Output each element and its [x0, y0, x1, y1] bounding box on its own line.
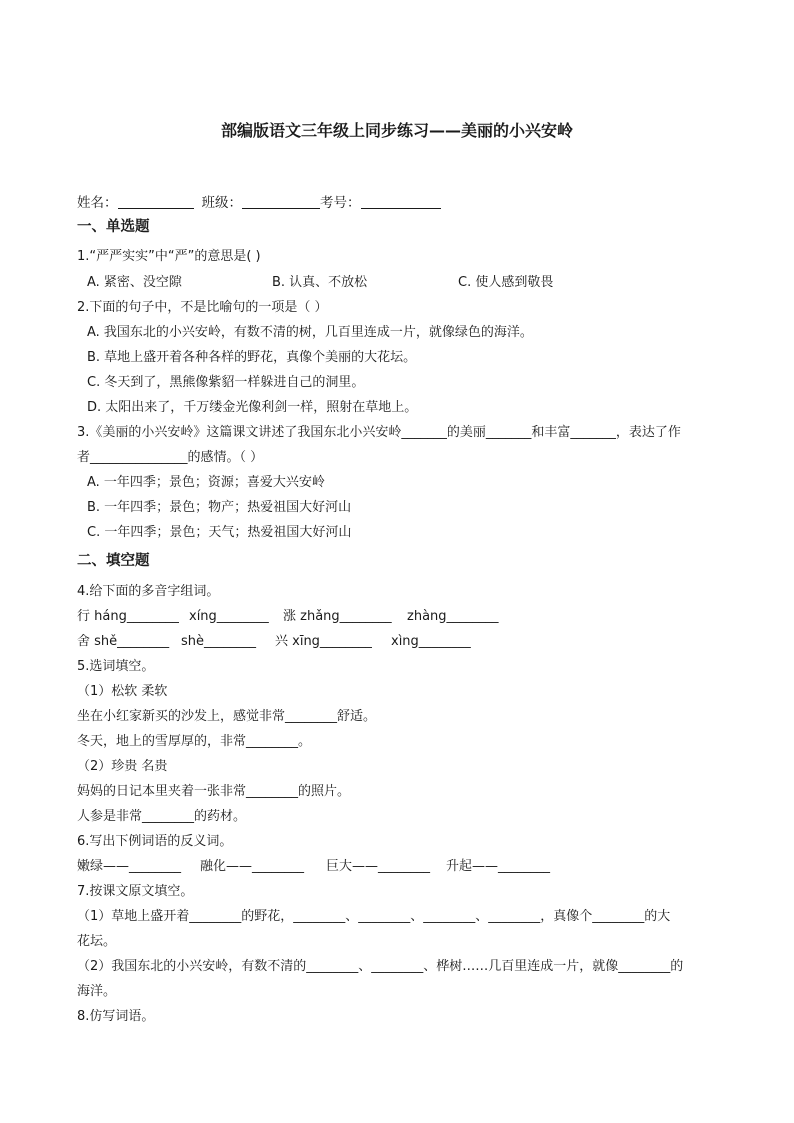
question-6-row [77, 858, 577, 876]
polyphone-zhang4: zhàng________ [407, 609, 499, 624]
question-3-option-a: A. 一年四季；景色；资源；喜爱大兴安岭 [87, 475, 325, 490]
question-2-option-d: D. 太阳出来了，千万缕金光像利剑一样，照射在草地上。 [87, 400, 418, 415]
number-blank[interactable] [361, 194, 441, 209]
question-3-option-b: B. 一年四季；景色；物产；热爱祖国大好河山 [87, 500, 352, 515]
question-2-option-c: C. 冬天到了，黑熊像紫貂一样躲进自己的洞里。 [87, 375, 365, 390]
polyphone-xing: xíng________ [189, 609, 269, 624]
question-1-option-b: B. 认真、不放松 [272, 275, 368, 290]
question-4-row-2 [77, 633, 557, 651]
question-6-stem: 6.写出下例词语的反义词。 [77, 834, 233, 849]
question-5-sentence-4: 人参是非常________的药材。 [77, 809, 247, 824]
question-5-sentence-3: 妈妈的日记本里夹着一张非常________的照片。 [77, 784, 351, 799]
question-3-option-c: C. 一年四季；景色；天气；热爱祖国大好河山 [87, 525, 352, 540]
question-5-stem: 5.选词填空。 [77, 659, 155, 674]
page-title: 部编版语文三年级上同步练习——美丽的小兴安岭 [220, 121, 573, 140]
question-1-options [87, 274, 647, 292]
question-2-stem: 2.下面的句子中，不是比喻句的一项是（ ） [77, 300, 328, 315]
question-5-group-2-words: （2）珍贵 名贵 [77, 759, 168, 774]
question-2-option-a: A. 我国东北的小兴安岭，有数不清的树，几百里连成一片，就像绿色的海洋。 [87, 325, 533, 340]
number-label: 考号： [320, 195, 361, 211]
question-4-stem: 4.给下面的多音字组词。 [77, 584, 220, 599]
antonym-juda: 巨大——________ [326, 859, 431, 874]
polyphone-zhang3: 涨 zhǎng________ [283, 609, 392, 624]
antonym-nenlv: 嫩绿——________ [77, 859, 182, 874]
polyphone-hang: 行 háng________ [77, 609, 179, 624]
name-blank[interactable] [118, 194, 194, 209]
polyphone-she3: 舍 shě________ [77, 634, 170, 649]
antonym-shengqi: 升起——________ [446, 859, 551, 874]
section-heading-single-choice: 一、单选题 [77, 219, 150, 235]
polyphone-xing4: xìng________ [391, 634, 471, 649]
question-4-row-1 [77, 608, 557, 626]
polyphone-xing1: 兴 xīng________ [275, 634, 372, 649]
question-7-part-1-line-2: 花坛。 [77, 934, 117, 949]
student-info-line [77, 191, 441, 211]
class-blank[interactable] [242, 194, 320, 209]
question-2-option-b: B. 草地上盛开着各种各样的野花，真像个美丽的大花坛。 [87, 350, 417, 365]
question-5-group-1-words: （1）松软 柔软 [77, 684, 168, 699]
question-5-sentence-1: 坐在小红家新买的沙发上，感觉非常________舒适。 [77, 709, 377, 724]
question-7-part-2-line-1: （2）我国东北的小兴安岭，有数不清的________、________、桦树……几百里连成一片，就像________的 [77, 959, 684, 974]
question-7-part-1-line-1: （1）草地上盛开着________的野花，________、________、________、________，真像个________的大 [77, 909, 671, 924]
question-7-stem: 7.按课文原文填空。 [77, 884, 194, 899]
question-3-stem-line-1: 3.《美丽的小兴安岭》这篇课文讲述了我国东北小兴安岭_______的美丽_______和丰富_______，表达了作 [77, 425, 681, 440]
antonym-ronghua: 融化——________ [200, 859, 305, 874]
name-label: 姓名： [77, 195, 118, 211]
section-heading-fill-in: 二、填空题 [77, 553, 150, 569]
question-3-stem-line-2: 者_______________的感情。（ ） [77, 450, 264, 465]
polyphone-she4: shè________ [181, 634, 257, 649]
question-8-stem: 8.仿写词语。 [77, 1009, 155, 1024]
question-1-option-c: C. 使人感到敬畏 [458, 275, 554, 290]
question-1-stem: 1.“严严实实”中“严”的意思是( ) [77, 249, 261, 264]
question-1-option-a: A. 紧密、没空隙 [87, 275, 182, 290]
question-5-sentence-2: 冬天，地上的雪厚厚的，非常________。 [77, 734, 312, 749]
question-7-part-2-line-2: 海洋。 [77, 984, 117, 999]
class-label: 班级： [201, 195, 242, 211]
